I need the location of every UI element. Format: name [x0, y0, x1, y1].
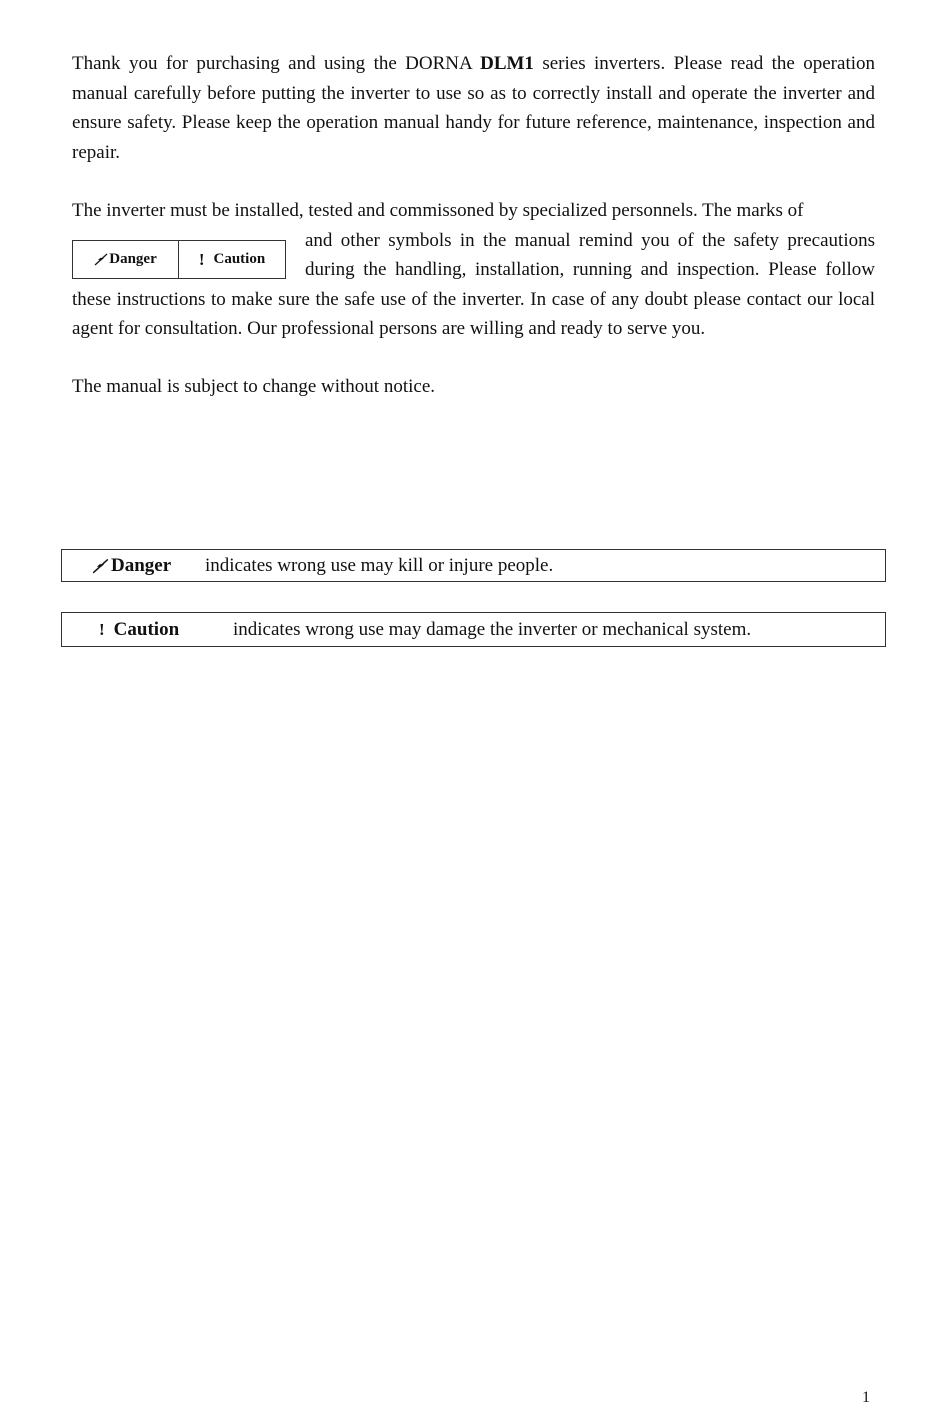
- intro-text-end: series inverters. Please read the operation manual carefully before putting the inverter to use so as to correctly install and operate the inverter and ensure safety. Please keep the operation manual handy for future reference, maintenance, inspection and repair.: [72, 53, 875, 163]
- lightning-bolt-icon: [92, 557, 109, 574]
- danger-legend-box: [61, 549, 886, 582]
- caution-legend-box: [61, 612, 886, 647]
- caution-legend-text: indicates wrong use may damage the inverter or mechanical system.: [233, 618, 752, 640]
- caution-mark: [179, 241, 285, 278]
- page-number: 1: [862, 1389, 870, 1406]
- safety-marks-box: [72, 240, 286, 279]
- safety-first-line: The inverter must be installed, tested and commissoned by specialized personnels. The marks of: [72, 200, 804, 221]
- lightning-bolt-icon: [94, 252, 108, 266]
- intro-paragraph: [72, 49, 875, 167]
- danger-legend-text: indicates wrong use may kill or injure people.: [205, 554, 554, 576]
- exclamation-icon: !: [99, 619, 105, 639]
- danger-legend-term: [92, 555, 205, 577]
- danger-mark-label: Danger: [109, 250, 157, 267]
- caution-mark-label: Caution: [213, 250, 266, 267]
- model-name: DLM1: [480, 53, 534, 74]
- danger-legend-label: Danger: [111, 554, 172, 576]
- safety-rest-text: and other symbols in the manual remind you of the safety precautions during the handling, installation, running and inspection. Please follow these instructions to make sure the safe use of the inverter. In case of any doubt please contact our local agent for consultation. Our professional persons are willing and ready to serve you.: [72, 229, 875, 340]
- caution-legend-term: [99, 619, 233, 641]
- safety-marks-paragraph: [72, 196, 875, 344]
- intro-text-start: Thank you for purchasing and using the DORNA: [72, 53, 481, 74]
- change-notice: The manual is subject to change without notice.: [72, 376, 436, 397]
- danger-mark: [73, 241, 179, 278]
- exclamation-icon: !: [198, 249, 205, 269]
- caution-legend-label: Caution: [113, 618, 180, 640]
